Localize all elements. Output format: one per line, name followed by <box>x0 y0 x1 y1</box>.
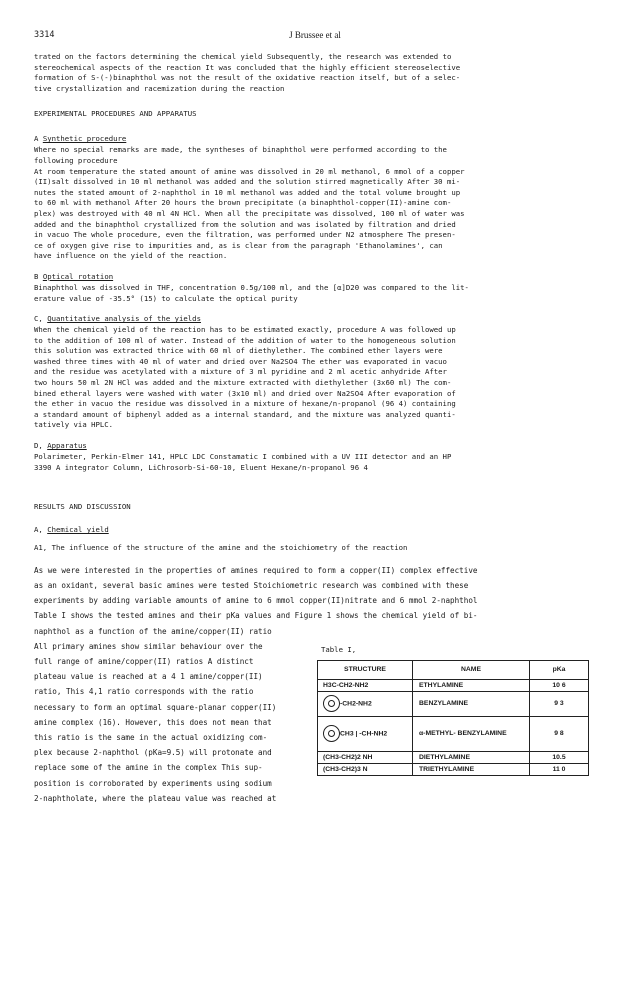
text-line: As we were interested in the properties of amines required to form a copper(II) complex effective <box>34 565 478 575</box>
text-line: 3390 A integrator Column, LiChrosorb-Si-60-10, Eluent Hexane/n-propanol 96 4 <box>34 462 368 472</box>
subsection-label: C, <box>34 314 43 324</box>
text-line: and the residue was acetylated with a mixture of 3 ml pyridine and 2 ml acetic anhydride After <box>34 367 447 377</box>
table-cell-name: BENZYLAMINE <box>413 691 530 716</box>
table-row <box>318 679 589 691</box>
text-line: (II)salt dissolved in 10 ml methanol was added and the solution stirred magnetically After 30 mi- <box>34 177 461 187</box>
text-line: ce of oxygen give rise to impurities and, as is clear from the paragraph 'Ethanolamines', can <box>34 240 443 250</box>
table-row <box>318 716 589 751</box>
structure-text: -CH2-NH2 <box>340 700 372 708</box>
subsection-label: D, <box>34 441 43 451</box>
text-line: All primary amines show similar behaviour over the <box>34 641 263 651</box>
text-line: a standard amount of biphenyl added as a internal standard, and the mixture was analyzed quanti- <box>34 409 456 419</box>
text-line: plex) was destroyed with 40 ml 4N HCl. When all the precipitate was dissolved, 100 ml of water was <box>34 208 465 218</box>
text-line: amine complex (16). However, this does not mean that <box>34 717 272 727</box>
table-cell-name: DIETHYLAMINE <box>413 751 530 763</box>
text-line: the ether in vacuo the residue was dissolved in a mixture of hexane/n-propanol (96 4) containing <box>34 399 456 409</box>
text-line: tatively via HPLC. <box>34 420 114 430</box>
benzene-ring-icon <box>323 695 340 712</box>
text-line: tive crystallization and racemization during the reaction <box>34 83 285 93</box>
table-cell-pka: 9 8 <box>530 716 589 751</box>
text-line: full range of amine/copper(II) ratios A distinct <box>34 657 254 667</box>
text-line: replace some of the amine in the complex This sup- <box>34 763 263 773</box>
text-line: as an oxidant, several basic amines were tested Stoichiometric research was combined with these <box>34 581 469 591</box>
text-line: ratio, This 4,1 ratio corresponds with the ratio <box>34 687 254 697</box>
text-line: trated on the factors determining the chemical yield Subsequently, the research was extended to <box>34 52 452 61</box>
text-line: Polarimeter, Perkin-Elmer 141, HPLC LDC Constamatic I combined with a UV III detector and an HP <box>34 452 452 462</box>
optical-rotation-paragraph <box>34 283 596 304</box>
subsection-title: Chemical yield <box>47 525 109 535</box>
table-cell-pka: 11 0 <box>530 763 589 775</box>
table-cell-structure: (CH3-CH2)3 N <box>318 763 413 775</box>
text-line: Table I shows the tested amines and their pKa values and Figure 1 shows the chemical yield of bi- <box>34 611 478 621</box>
text-line: When the chemical yield of the reaction has to be estimated exactly, procedure A was followed up <box>34 325 456 335</box>
text-line: in vacuo The whole procedure, even the filtration, was performed under N2 atmosphere The presen- <box>34 230 456 240</box>
text-line: naphthol as a function of the amine/copper(II) ratio <box>34 626 272 636</box>
text-line: formation of S-(-)binaphthol was not the result of the oxidative reaction itself, but of a selec- <box>34 73 461 83</box>
table-header-structure: STRUCTURE <box>318 660 413 679</box>
quantitative-analysis-paragraph <box>34 325 596 431</box>
left-column <box>34 639 306 806</box>
text-line: to 60 ml with methanol After 20 hours the brown precipitate (a binaphthol-copper(II)-amine com- <box>34 198 452 208</box>
subsection-heading-d <box>34 440 596 451</box>
amine-table <box>317 660 589 776</box>
subsection-heading-c <box>34 313 596 324</box>
running-header <box>34 30 596 44</box>
text-line: Where no special remarks are made, the syntheses of binaphthol were performed according to the <box>34 145 447 155</box>
table-caption: Table I, <box>321 644 357 654</box>
section-heading-results: RESULTS AND DISCUSSION <box>34 502 131 512</box>
page-number: 3314 <box>34 30 55 40</box>
text-line: position is corroborated by experiments using sodium <box>34 778 272 788</box>
text-line: Binaphthol was dissolved in THF, concentration 0.5g/100 ml, and the [α]D20 was compared to the lit- <box>34 282 469 292</box>
text-line: erature value of -35.5° (15) to calculate the optical purity <box>34 293 298 303</box>
paper-page <box>34 30 596 806</box>
subsection-title: Quantitative analysis of the yields <box>47 314 201 324</box>
subsection-heading-a <box>34 133 596 144</box>
text-line: to the addition of 100 ml of water. Instead of the addition of water to the homogeneous solution <box>34 335 456 345</box>
text-line: nutes the stated amount of 2-naphthol in 10 ml methanol was added and the total volume brought up <box>34 187 461 197</box>
text-line: this ratio is the same in the actual oxidizing com- <box>34 733 268 743</box>
subsection-label: A <box>34 134 39 144</box>
table-header-name: NAME <box>413 660 530 679</box>
table-header-pka: pKa <box>530 660 589 679</box>
a1-heading: A1, The influence of the structure of the amine and the stoichiometry of the reaction <box>34 543 408 553</box>
table-header-row <box>318 660 589 679</box>
table-cell-structure <box>318 691 413 716</box>
table-cell-name: ETHYLAMINE <box>413 679 530 691</box>
text-line: two hours 50 ml 2N HCl was added and the mixture extracted with diethylether (3x60 ml) The com- <box>34 378 452 388</box>
subsection-title: Synthetic procedure <box>42 134 127 144</box>
table-block <box>317 639 596 776</box>
subsection-heading-b <box>34 271 596 282</box>
table-row <box>318 751 589 763</box>
results-paragraph <box>34 563 596 639</box>
table-cell-pka: 10 6 <box>530 679 589 691</box>
text-line: plex because 2-naphthol (pKa=9.5) will protonate and <box>34 748 272 758</box>
text-line: washed three times with 40 ml of water and dried over Na2SO4 The ether was evaporated in vacuo <box>34 356 447 366</box>
structure-text: CH3 | -CH-NH2 <box>340 730 388 738</box>
text-line: At room temperature the stated amount of amine was dissolved in 20 ml methanol, 6 mmol of a copper <box>34 166 465 176</box>
table-cell-name: α-METHYL- BENZYLAMINE <box>413 716 530 751</box>
subsection-title: Apparatus <box>47 441 87 451</box>
table-row <box>318 763 589 775</box>
text-line: necessary to form an optimal square-planar copper(II) <box>34 702 277 712</box>
synthetic-procedure-paragraph <box>34 145 596 262</box>
apparatus-paragraph <box>34 452 596 473</box>
table-cell-structure: (CH3-CH2)2 NH <box>318 751 413 763</box>
results-subsection-heading-a <box>34 524 596 535</box>
text-line: bined etheral layers were washed with water (3x10 ml) and dried over Na2SO4 After evaporation of <box>34 388 456 398</box>
intro-paragraph <box>34 52 596 94</box>
table-cell-structure <box>318 716 413 751</box>
text-line: this solution was extracted thrice with 60 ml of diethylether. The combined ether layers were <box>34 346 443 356</box>
table-cell-name: TRIETHYLAMINE <box>413 763 530 775</box>
section-heading-experimental: EXPERIMENTAL PROCEDURES AND APPARATUS <box>34 109 197 119</box>
two-column-block <box>34 639 596 806</box>
subsection-label: A, <box>34 525 43 535</box>
text-line: 2-naphtholate, where the plateau value was reached at <box>34 793 277 803</box>
running-authors: J Brussee et al <box>289 30 341 40</box>
text-line: plateau value is reached at a 4 1 amine/copper(II) <box>34 672 263 682</box>
benzene-ring-icon <box>323 725 340 742</box>
text-line: stereochemical aspects of the reaction It was concluded that the highly efficient stereoselective <box>34 62 461 72</box>
table-cell-structure: H3C-CH2-NH2 <box>318 679 413 691</box>
text-line: following procedure <box>34 155 118 165</box>
text-line: added and the binaphthol crystallized from the solution and was isolated by filtration and dried <box>34 219 456 229</box>
table-cell-pka: 9 3 <box>530 691 589 716</box>
table-cell-pka: 10.5 <box>530 751 589 763</box>
text-line: experiments by adding variable amounts of amine to 6 mmol copper(II)nitrate and 6 mmol 2-naphthol <box>34 596 478 606</box>
table-row <box>318 691 589 716</box>
text-line: have influence on the yield of the reaction. <box>34 251 228 261</box>
subsection-label: B <box>34 271 39 281</box>
subsection-title: Optical rotation <box>42 271 114 281</box>
